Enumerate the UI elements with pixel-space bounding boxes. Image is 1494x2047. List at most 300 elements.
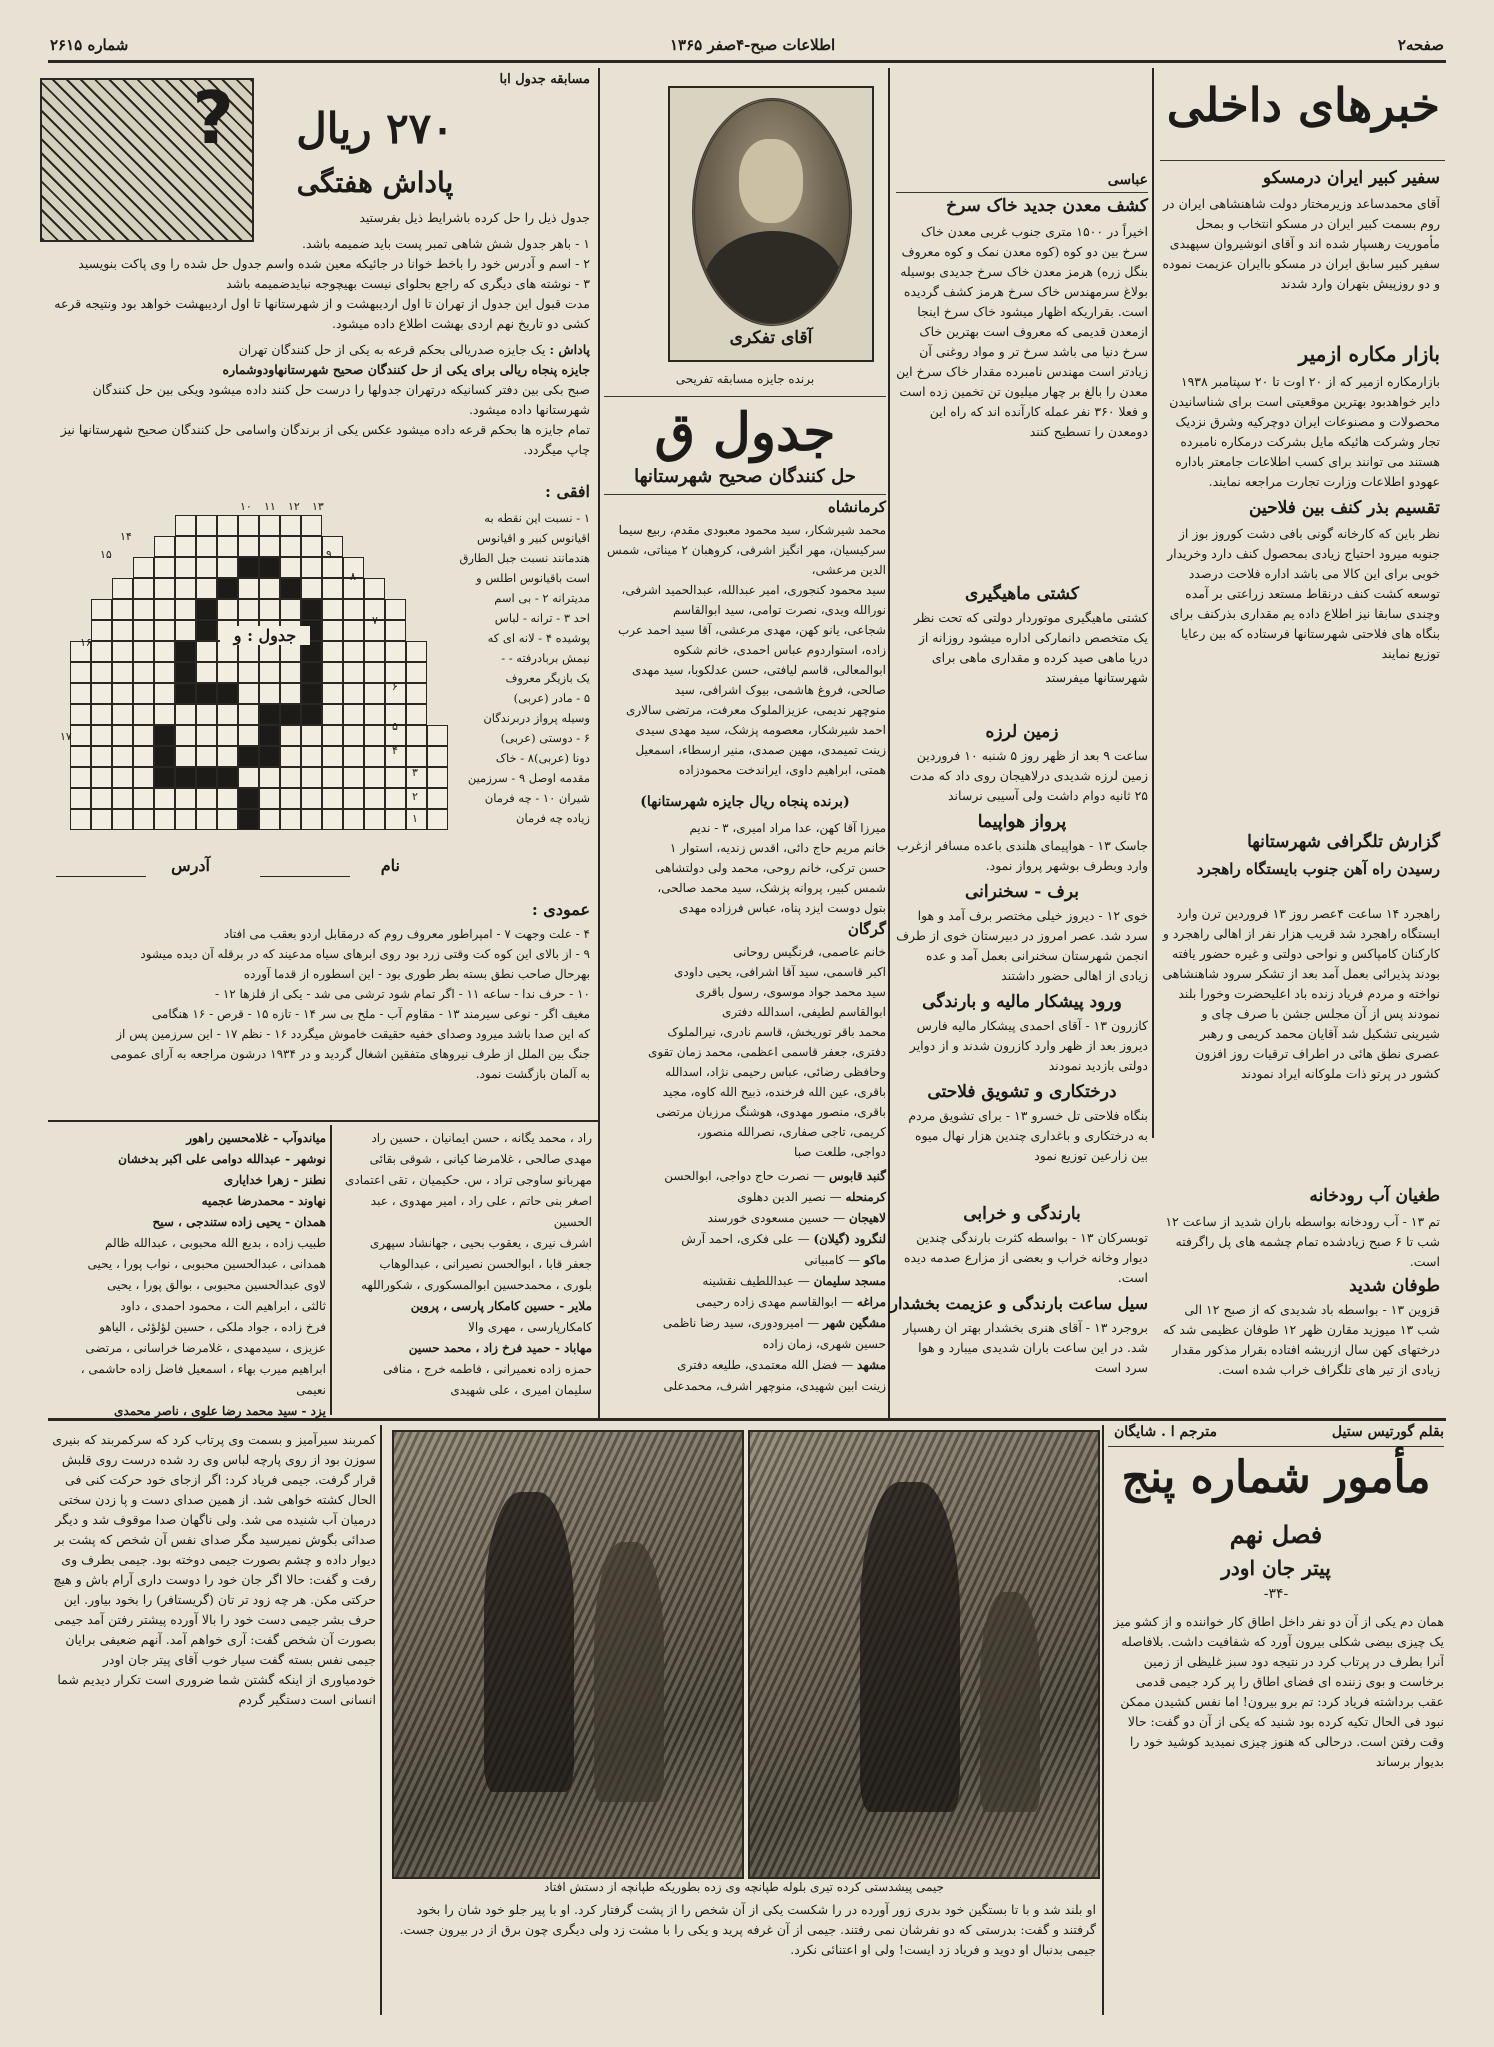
grid-block [154,725,175,746]
grid-cell[interactable] [112,599,133,620]
grid-cell[interactable] [259,662,280,683]
grid-cell[interactable] [112,767,133,788]
news-subheadline: رسیدن راه آهن جنوب بایستگاه راهجرد [1196,860,1440,878]
grid-cell[interactable] [280,599,301,620]
grid-cell[interactable] [175,578,196,599]
portrait-photo [692,98,852,326]
grid-cell[interactable] [238,536,259,557]
grid-cell[interactable] [112,725,133,746]
grid-cell[interactable] [406,704,427,725]
grid-block [280,578,301,599]
address-blank[interactable] [56,876,146,877]
clue: یک بازیگر معروف [505,671,590,685]
name-label: نام [380,856,400,875]
grid-cell[interactable] [385,641,406,662]
grid-cell[interactable] [322,620,343,641]
grid-cell[interactable] [364,767,385,788]
grid-cell[interactable] [322,725,343,746]
grid-cell[interactable] [154,599,175,620]
grid-cell[interactable] [259,515,280,536]
grid-cell[interactable] [133,662,154,683]
issue-number: شماره ۲۶۱۵ [50,36,129,54]
regional-line: ثالثی ، ابراهیم الت ، محمود احمدی ، داود [120,1299,326,1313]
reward-block [52,340,590,460]
serial-bottom-text: او بلند شد و با تا بستگین خود بدری زور آورده در را شکست یکی از آن شخص را از پشت گرفتار کرد. او با پیر جلو خود شان را بخود گرفتند و گفت: بدرستی که دو نفرشان نمی رفتند. جیمی از آن غرفه پرید و یکی را با مشت زد ولی دیگری چون برق از در بیرون جست. جیمی بدنبال او دوید و فریاد زد ایست! ولی او اعتنائی نکرد. [399,1902,1096,1957]
grid-cell[interactable] [217,809,238,830]
grid-cell[interactable] [154,536,175,557]
winner-line: باقری، عین الله فرخنده، ذبیح الله کاوه، مجید [662,1085,886,1099]
grid-cell[interactable] [217,557,238,578]
grid-cell[interactable] [238,515,259,536]
grid-cell[interactable] [196,578,217,599]
winner-line: حسین شهری، زمان زاده [762,1337,886,1351]
grid-block [238,809,259,830]
grid-cell[interactable] [259,536,280,557]
grid-cell[interactable] [280,557,301,578]
winner-line: سید محمد جواد موسوی، رسول باقری [695,985,886,999]
grid-block [196,683,217,704]
news-headline: بازار مکاره ازمیر [1298,342,1440,366]
column-rule [888,68,890,1418]
grid-cell[interactable] [259,788,280,809]
grid-cell[interactable] [196,788,217,809]
clue: مقدمه اوصل ۹ - سرزمین [467,771,590,785]
news-body: خوی ۱۲ - دیروز خیلی مختصر برف آمد و هوا سرد شد. عصر امروز در دبیرستان خوی از طرف انجمن شهرستان سخنرانی بعمل آمد و عده زیادی از اهالی حضور داشتند [896,908,1148,983]
illustration-caption: جیمی پیشدستی کرده تیری بلوله طپانچه وی زده بطوریکه طپانچه از دستش افتاد [544,1880,944,1894]
grid-cell[interactable] [238,662,259,683]
reward-line: تمام جایزه ها بحکم قرعه داده میشود عکس یکی از برندگان واسامی حل کنندگان صحیح شهرستانها نیز چاپ میگردد. [60,422,590,457]
grid-cell[interactable] [133,620,154,641]
grid-cell[interactable] [322,683,343,704]
serial-chapter-sub: پیتر جان اودر [1221,1556,1331,1580]
grid-cell[interactable] [112,704,133,725]
grid-cell[interactable] [112,578,133,599]
grid-cell[interactable] [343,599,364,620]
grid-cell[interactable] [175,515,196,536]
winner-portrait [668,86,874,362]
regional-col-1 [52,1128,326,1422]
news-headline: سفیر کبیر ایران درمسکو [1262,168,1440,188]
grid-cell[interactable] [91,599,112,620]
grid-cell[interactable] [322,641,343,662]
grid-cell[interactable] [112,662,133,683]
grid-cell[interactable] [154,683,175,704]
address-label: آدرس [171,856,210,875]
grid-cell[interactable] [385,599,406,620]
winner-cities: گنبد قابوس — نصرت حاج دواجی، ابوالحسن کرمنحله — نصیر الدین دهلوی لاهیجان — حسین مسعودی خورسند لنگرود (گیلان) — علی فکری، احمد آرش ماکو — کامبیانی مسجد سلیمان — عبداللطیف نقشینه مراغه — ابوالقاسم مهدی زاده رحیمی مشگین شهر — امیرودوری، سید رضا ناظمی حسین شهری، زمان زاده مشهد — فضل الله معتمدی، طلیعه دفتری زینت ابین شهیدی، منوچهر اشرف، محمدعلی [604,1166,886,1397]
grid-block [280,704,301,725]
grid-cell[interactable] [133,599,154,620]
news-body: آقای محمدساعد وزیرمختار دولت شاهنشاهی ایران در روم بسمت کبیر ایران در مسکو انتخاب و بمحل مأموریت رهسپار شده اند و آقای انوشیروان سپهبدی سفیر کبیر سابق ایران در مسکو باایران عزیمت نموده و دو روزپیش بتهران وارد شدند [1162,196,1440,291]
clue: ۹ - از بالای این کوه کت وقتی زرد بود روی ابرهای سیاه مدعیند که در برقله آن دیده میشود [140,947,590,961]
news-body: جاسک ۱۳ - هواپیمای هلندی باعده مسافر ازغرب وارد وبطرف بوشهر پرواز نمود. [896,838,1148,873]
grid-cell[interactable] [91,662,112,683]
grid-cell[interactable] [364,746,385,767]
grid-cell[interactable] [322,662,343,683]
grid-cell[interactable] [343,620,364,641]
grid-cell[interactable] [91,809,112,830]
city-name: مشگین شهر [823,1316,886,1330]
column-rule [1152,68,1154,1138]
page-number: صفحه۲ [1397,36,1444,54]
winner-line: میرزا آقا کهن، عدا مراد امیری، ۳ - ندیم [689,821,886,835]
grid-cell[interactable] [175,536,196,557]
grid-cell[interactable] [196,641,217,662]
winner-line: حسین مسعودی خورسند [707,1211,830,1225]
grid-cell[interactable] [322,809,343,830]
grid-cell[interactable] [91,788,112,809]
grid-cell[interactable] [217,725,238,746]
serial-body: همان دم یکی از آن دو نفر داخل اطاق کار خواننده و از کشو میز یک چیزی بیضی شکلی بیرون آورد که شفافیت داشت. بلافاصله آنرا بطرف در پرتاب کرد در نتیجه دود سبز غلیظی از زمین برخاست و بوی زننده ای فضای اطاق را پر کرد جیمی قدمی عقب برداشته فریاد کرد: تم برو بیرون! اما نفس کشیدن ممکن نبود فی الحال تکیه کرده بود شنید که یکی از آن دو گفت: حالا وقت رفتن است. درحالی که هنوز چیزی نمیدید کوشید خود را بدیوار برساند [1113,1614,1444,1769]
regional-line: راد ، محمد یگانه ، حسن ایمانیان ، حسین راد [371,1131,592,1145]
grid-block [196,599,217,620]
winner-line: ابوالمعالی، قاسم لیافتی، حسن عدلکوبا، سید مهدی صالحی، فروغ هاشمی، بیوک اشرافی، سید [632,663,886,697]
grid-cell[interactable] [70,767,91,788]
grid-cell[interactable] [364,704,385,725]
grid-cell[interactable] [301,767,322,788]
grid-cell[interactable] [196,662,217,683]
grid-cell[interactable] [301,725,322,746]
grid-cell[interactable] [280,725,301,746]
grid-cell[interactable] [280,788,301,809]
grid-cell[interactable] [259,809,280,830]
grid-cell[interactable] [196,515,217,536]
grid-cell[interactable] [133,809,154,830]
down-clues [52,924,590,1084]
column-rule [598,68,600,1418]
regional-line: ابراهیم میرب بهاء ، اسمعیل فاضل زاده حاشمی ، نعیمی [80,1362,326,1397]
grid-cell[interactable] [406,662,427,683]
grid-block [175,641,196,662]
grid-cell[interactable] [301,809,322,830]
winner-line: دواجی، طلعت صبا [794,1145,886,1159]
grid-cell[interactable] [280,515,301,536]
grid-cell[interactable] [175,557,196,578]
grid-cell[interactable] [70,809,91,830]
name-blank[interactable] [260,876,350,877]
clue: شیران ۱۰ - چه فرمان [484,791,590,805]
grid-block [175,683,196,704]
masthead [50,36,1444,62]
clue: اقیانوس کبیر و اقیانوس [477,531,590,545]
grid-cell[interactable] [91,725,112,746]
crossword-cartoon [40,78,254,242]
illustration-left [392,1430,744,1879]
grid-cell[interactable] [70,683,91,704]
grid-cell[interactable] [217,536,238,557]
grid-cell[interactable] [196,536,217,557]
reward-line: یک جایزه صدریالی بحکم قرعه به یکی از حل کنندگان تهران [238,342,546,357]
grid-cell[interactable] [343,704,364,725]
grid-cell[interactable] [238,767,259,788]
winner-line: زینت تمیمدی، مهین صمدی، منیر ارسطاء، اسمعیل همتی، ابراهیم داوی، ایراندخت محمودزاده [635,743,886,777]
grid-cell[interactable] [175,788,196,809]
winner-line: امیرودوری، سید رضا ناظمی [662,1316,804,1330]
reward-line: صبح بکی بین دفتر کسانیکه درتهران جدولها را درست حل کنند داده میشود ویکی بین حل کنندگان [92,382,590,397]
grid-cell[interactable] [112,683,133,704]
grid-cell[interactable] [259,683,280,704]
grid-cell[interactable] [70,662,91,683]
news-headline: گزارش تلگرافی شهرستانها [1247,832,1440,852]
grid-cell[interactable] [133,557,154,578]
regional-line: عزیزی ، سیدمهدی ، غلامرضا خراسانی ، مرتضی [85,1341,326,1355]
city-name: گرگان [847,920,886,938]
grid-cell[interactable] [259,578,280,599]
column-rule [330,1125,332,1415]
grid-cell[interactable] [70,746,91,767]
grid-cell[interactable] [175,704,196,725]
grid-cell[interactable] [154,704,175,725]
grid-cell[interactable] [364,725,385,746]
grid-cell[interactable] [322,746,343,767]
grid-cell[interactable] [217,788,238,809]
grid-cell[interactable] [343,725,364,746]
clue: پوشیده ۴ - لانه ای که [487,631,590,645]
winner-line: کریمی، تاجی صفاری، نصرالله منصور، [696,1125,886,1139]
grid-cell[interactable] [196,725,217,746]
grid-cell[interactable] [406,746,427,767]
grid-cell[interactable] [364,662,385,683]
regional-line: یزد - سید محمد رضا علوی ، ناصر محمدی [114,1404,326,1418]
winner-names [604,818,886,918]
grid-cell[interactable] [91,767,112,788]
grid-cell[interactable] [364,788,385,809]
grid-cell[interactable] [154,620,175,641]
city-name: ماکو [864,1253,886,1267]
winner-line: وحافظی رضائی، عباس رحیمی نژاد، اسدالله [665,1065,886,1079]
clue: ۱۰ - حرف ندا - ساعه ۱۱ - اگر تمام شود ترشی می شد - یکی از فلزها ۱۲ - [214,987,590,1001]
grid-cell[interactable] [301,515,322,536]
grid-cell[interactable] [70,725,91,746]
grid-cell[interactable] [301,788,322,809]
grid-cell[interactable] [91,641,112,662]
winner-line: ابوالقاسم مهدی زاده رحیمی [696,1295,838,1309]
grid-cell[interactable] [280,809,301,830]
grid-block [196,767,217,788]
grid-cell[interactable] [259,599,280,620]
grid-cell[interactable] [175,725,196,746]
grid-cell[interactable] [133,683,154,704]
winner-line: شجاعی، یانو کهن، مهدی مرعشی، آقا سید احمد عرب زاده، استواردوم عباس احمدی، خانم شکوه [617,623,886,657]
grid-cell[interactable] [238,704,259,725]
grid-cell[interactable] [175,599,196,620]
news-headline: درختکاری و تشویق فلاحتی [927,1082,1117,1102]
grid-cell[interactable] [280,767,301,788]
news-body: توبسرکان ۱۳ - بواسطه کثرت بارندگی چندین دیوار وخانه خراب و بعضی از مزارع صدمه دیده است. [903,1230,1148,1285]
prize-amount: ۲۷۰ ریال [296,104,454,153]
grid-cell[interactable] [406,641,427,662]
winner-line: خانم مریم حاج دائی، اقدس زندیه، استوار ۱ [669,841,886,855]
news-headline: پرواز هواپیما [977,812,1067,832]
grid-cell[interactable] [364,578,385,599]
grid-cell[interactable] [385,809,406,830]
grid-block [175,767,196,788]
regional-line: اصغر بنی حاتم ، علی راد ، امیر مهدوی ، عبد الحسین [370,1194,592,1229]
grid-cell[interactable] [427,725,448,746]
grid-cell[interactable] [322,767,343,788]
regional-line: فرخ زاده ، جواد ملکی ، حسین لؤلؤئی ، الیاهو [99,1320,326,1334]
grid-cell[interactable] [70,788,91,809]
grid-block [259,557,280,578]
grid-cell[interactable] [301,746,322,767]
rule-line: ۲ - اسم و آدرس خود را باخط خوانا در جائیکه معین شده واسم جدول حل شده را وی پاکت بنویسید [78,256,590,271]
news-body: قزوین ۱۳ - بواسطه باد شدیدی که از صبح ۱۲ الی شب ۱۳ میوزید مقارن ظهر ۱۲ طوفان عظیمی شد که درختهای کهن سال ازریشه افتاده بقرار مذکور مقدار زیادی از تیر های تلگراف خراب شده است. [1162,1302,1440,1377]
regional-line: مهربانو ساوجی تراد ، س. حکیمیان ، تقی اعتمادی [345,1173,592,1187]
grid-cell[interactable] [238,599,259,620]
regional-line: میاندوآب - غلامحسین راهور [186,1131,326,1145]
grid-cell[interactable] [91,683,112,704]
grid-cell[interactable] [154,662,175,683]
city-name: مشهد [857,1358,886,1372]
grid-cell[interactable] [112,746,133,767]
portrait-name: آقای تفکری [729,328,813,348]
grid-cell[interactable] [196,809,217,830]
prize-note: (برنده پنجاه ریال جایزه شهرستانها) [640,794,850,810]
grid-cell[interactable] [133,746,154,767]
grid-cell[interactable] [70,704,91,725]
grid-cell[interactable] [175,809,196,830]
grid-cell[interactable] [280,746,301,767]
winner-line: محمد شیرشکار، سید محمود معبودی مقدم، ربیع سیما سرکیسیان، مهر انگیز اشرفی، کروهبان ۲ میناتی، شمس الدین مرعشی، [607,523,886,577]
grid-block [154,767,175,788]
clue: ۵ - مادر (عربی) [513,691,590,705]
winner-line: فضل الله معتمدی، طلیعه دفتری [677,1358,838,1372]
news-headline: برف - سخنرانی [965,882,1079,902]
grid-cell[interactable] [427,809,448,830]
grid-cell[interactable] [259,767,280,788]
grid-cell[interactable] [385,767,406,788]
regional-line: کامکارپارسی ، مهری والا [468,1320,592,1334]
grid-cell[interactable] [322,599,343,620]
grid-cell[interactable] [196,557,217,578]
clue: احد ۳ - ترانه - لباس [494,611,590,625]
grid-cell[interactable] [154,641,175,662]
grid-cell[interactable] [91,620,112,641]
grid-cell[interactable] [133,788,154,809]
grid-cell[interactable] [217,515,238,536]
winner-line: شمس کبیر، پروانه پزشک، سید محمد صالحی، [657,881,886,895]
grid-cell[interactable] [238,725,259,746]
grid-cell[interactable] [175,746,196,767]
clue: دونا (عربی)۸ - خاک [495,751,590,765]
serial-column-2: کمربند سیرآمیز و بسمت وی پرتاب کرد که سرکمربند که بنیری سوزن بود از روی پارچه لباس وی رد شده درست روی قلبش قرار گرفت. جیمی فریاد کرد: اگر ازجای خود حرکت کنی فی الحال کشته خواهی شد. از همین صدای دست و پا زدن سختی درمیان آب شنیده می شد. ولی ناگهان صدا موقوف شد و دیگر صدائی بگوش نمیرسید مگر صدای نفس آن شخص که پشت بر دیوار داده و چشم بصورت جیمی دوخته بود. جیمی بطرف وی رفت و گفت: حالا اگر جان خود را دوست داری آرام باش و هیچ حرکتی مکن. هر چه زود تر تان (گریستافر) را بخود بیاور. این حرف بشر جیمی دست خود را بالا آورده پیشتر رفتن آمد جیمی بصورت آن شخص گفت: آری خواهم آمد. آنهم ضعیفی برایان جیمی نفس بسته گفت سیار خوب آقای پیتر جان اودر خودمیاوری از اینکه گشتن شما ضروری است تکرار دیدیم شما انسانی است دستگیر گردم [52,1432,376,1707]
grid-cell[interactable] [196,746,217,767]
grid-cell[interactable] [217,704,238,725]
city-name: لاهیجان [848,1211,886,1225]
grid-cell[interactable] [238,578,259,599]
city-name: گنبد قابوس [828,1169,886,1183]
news-headline: بارندگی و خرابی [963,1204,1081,1224]
winner-names [604,942,886,1162]
winner-line: باقری، منصور مهدوی، هوشنگ مرزبان مرتضی [656,1105,886,1119]
grid-cell[interactable] [217,746,238,767]
grid-cell[interactable] [91,704,112,725]
grid-cell[interactable] [133,641,154,662]
grid-cell[interactable] [133,704,154,725]
news-headline: کشتی ماهیگیری [964,584,1080,604]
city-name: مراغه [856,1295,886,1309]
grid-cell[interactable] [364,641,385,662]
grid-cell[interactable] [196,704,217,725]
grid-cell[interactable] [154,557,175,578]
grid-cell[interactable] [343,809,364,830]
grid-cell[interactable] [133,725,154,746]
news-headline: کشف معدن جدید خاک سرخ [946,196,1148,216]
rule-line: مدت قبول این جدول از تهران تا اول اردیبهشت و از شهرستانها تا اول اردیبهشت خواهد بود ونتیجه قرعه کشی دو تاریخ نهم اردی بهشت اطلاع داده میشود. [54,296,590,331]
grid-cell[interactable] [406,725,427,746]
grid-cell[interactable] [217,599,238,620]
grid-cell[interactable] [343,641,364,662]
grid-cell[interactable] [112,641,133,662]
grid-cell[interactable] [301,557,322,578]
grid-cell[interactable] [238,683,259,704]
city-name: مسجد سلیمان [813,1274,886,1288]
grid-cell[interactable] [364,809,385,830]
grid-numbers: ۱۰ ۱۱ ۱۲ ۱۳ [240,500,324,513]
regional-line: لاوی عبدالحسین محبوبی ، بوالق پورا ، یحیی [106,1278,326,1292]
grid-cell[interactable] [343,746,364,767]
grid-cell[interactable] [364,683,385,704]
grid-cell[interactable] [112,788,133,809]
serial-title: مأمور شماره پنج [1121,1452,1431,1503]
grid-cell[interactable] [154,788,175,809]
grid-cell[interactable] [280,536,301,557]
winner-line: دفتری، جعفر قاسمی اعظمی، محمد زمان تقوی [647,1045,886,1059]
clue: که این صدا باشد میرود وصدای خفیه حقیقت خاموش میگردد ۱۶ - نظم ۱۷ - این سرزمین پس از [116,1027,590,1041]
grid-cell[interactable] [154,809,175,830]
grid-cell[interactable] [322,704,343,725]
regional-line: نطنز - زهرا خدایاری [223,1173,326,1187]
clue: هندمانند نسبت جبل الطارق [459,551,590,565]
news-headline: طغیان آب رودخانه [1309,1186,1440,1206]
grid-cell[interactable] [427,788,448,809]
grid-cell[interactable] [385,788,406,809]
news-headline: ورود پیشکار مالیه و بارندگی [922,992,1122,1012]
grid-cell[interactable] [217,662,238,683]
grid-cell[interactable] [154,578,175,599]
grid-cell[interactable] [112,620,133,641]
rule-line: ۱ - باهر جدول شش شاهی تمبر پست باید ضمیمه باشد. [301,236,590,251]
grid-cell[interactable] [406,683,427,704]
grid-cell[interactable] [343,788,364,809]
grid-cell[interactable] [280,683,301,704]
grid-cell[interactable] [133,767,154,788]
grid-cell[interactable] [343,683,364,704]
grid-cell[interactable] [322,788,343,809]
news-body: بنگاه فلاحتی تل خسرو ۱۳ - برای تشویق مردم به درختکاری و باغداری چندین هزار نهال میوه بین زارعین توزیع نمود [908,1108,1148,1163]
winner-line: منوچهر ندیمی، عزیزالملوک معرفت، مرتضی سالاری احمد شیرشکار، معصومه پزشک، سید مهدی سیدی [625,703,886,737]
grid-cell[interactable] [322,578,343,599]
grid-cell[interactable] [175,620,196,641]
grid-cell[interactable] [343,767,364,788]
down-label: عمودی : [531,900,590,919]
grid-cell[interactable] [133,578,154,599]
grid-cell[interactable] [427,746,448,767]
grid-cell[interactable] [427,767,448,788]
grid-cell[interactable] [280,662,301,683]
clue: زیاده چه فرمان [516,811,590,825]
grid-cell[interactable] [343,662,364,683]
clue: ۱ - نسبت این نقطه به [484,511,590,525]
grid-block [301,599,322,620]
grid-cell[interactable] [91,746,112,767]
grid-cell[interactable] [301,578,322,599]
grid-cell[interactable] [301,536,322,557]
grid-block [238,746,259,767]
section-label: مسابقه جدول ابا [499,72,590,87]
grid-cell[interactable] [385,620,406,641]
grid-cell[interactable] [112,809,133,830]
